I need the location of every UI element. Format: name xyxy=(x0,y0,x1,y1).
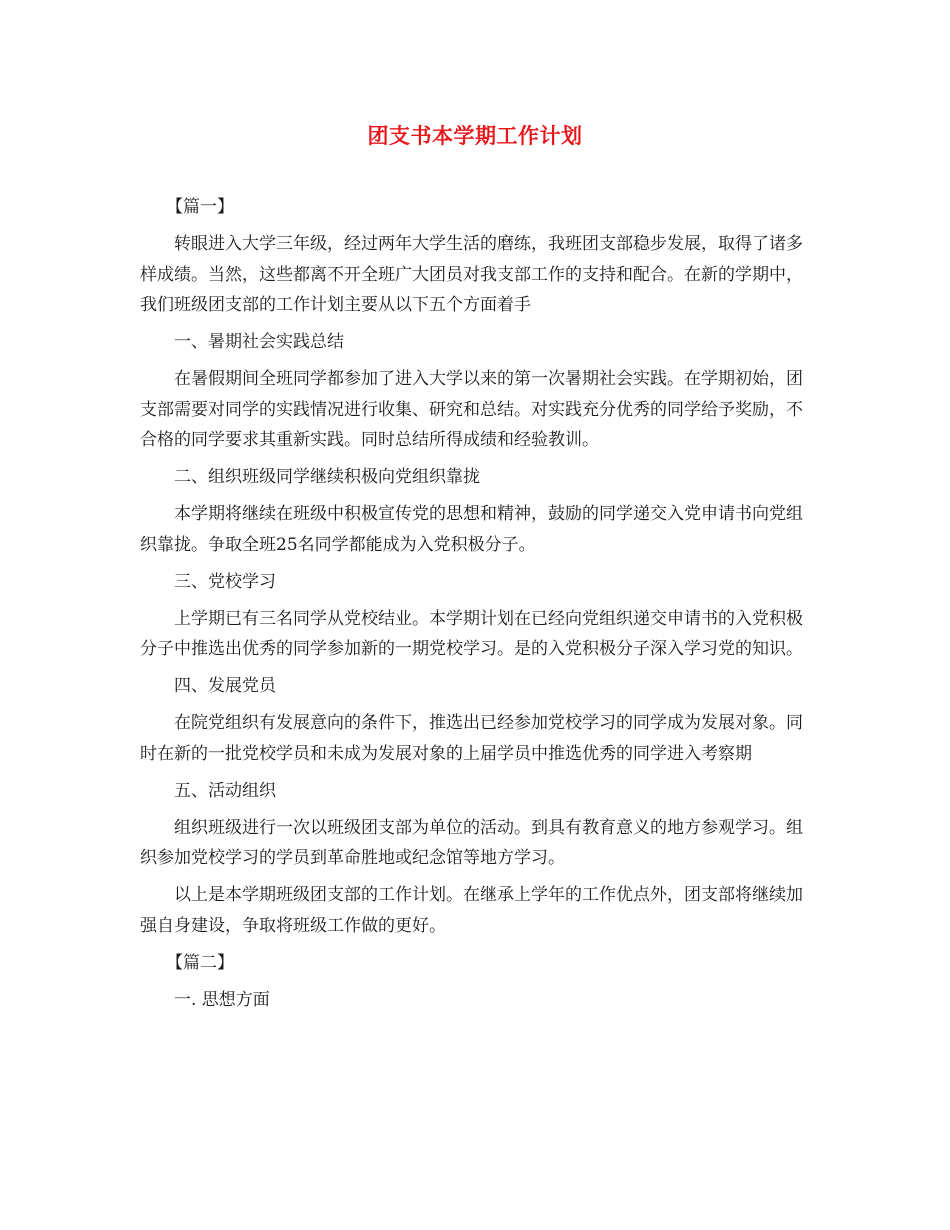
paragraph: 转眼进入大学三年级，经过两年大学生活的磨练，我班团支部稳步发展，取得了诸多样成绩。当然，这些都离不开全班广大团员对我支部工作的支持和配合。在新的学期中，我们班级团支部的工作计划主要从以下五个方面着手 xyxy=(140,234,803,315)
paragraph: 以上是本学期班级团支部的工作计划。在继承上学年的工作优点外，团支部将继续加强自身建设，争取将班级工作做的更好。 xyxy=(140,885,803,936)
section-heading: 五、活动组织 xyxy=(174,780,276,801)
paragraph: 在院党组织有发展意向的条件下，推选出已经参加党校学习的同学成为发展对象。同时在新的一批党校学员和未成为发展对象的上届学员中推选优秀的同学进入考察期 xyxy=(140,713,803,764)
section-heading: 三、党校学习 xyxy=(174,571,276,592)
document-title: 团支书本学期工作计划 xyxy=(367,123,583,148)
document-body xyxy=(140,192,812,1022)
paragraph: 上学期已有三名同学从党校结业。本学期计划在已经向党组织递交申请书的入党积极分子中推选出优秀的同学参加新的一期党校学习。是的入党积极分子深入学习党的知识。 xyxy=(140,608,803,659)
paragraph: 在暑假期间全班同学都参加了进入大学以来的第一次暑期社会实践。在学期初始，团支部需要对同学的实践情况进行收集、研究和总结。对实践充分优秀的同学给予奖励，不合格的同学要求其重新实践。同时总结所得成绩和经验教训。 xyxy=(140,369,803,450)
section-heading: 一、暑期社会实践总结 xyxy=(174,332,344,352)
section-marker-2: 【篇二】 xyxy=(166,952,234,973)
paragraph: 本学期将继续在班级中积极宣传党的思想和精神，鼓励的同学递交入党申请书向党组织靠拢。争取全班25名同学都能成为入党积极分子。 xyxy=(140,504,803,555)
section-heading: 一. 思想方面 xyxy=(174,989,270,1010)
section-heading: 四、发展党员 xyxy=(174,676,276,696)
paragraph: 组织班级进行一次以班级团支部为单位的活动。到具有教育意义的地方参观学习。组织参加党校学习的学员到革命胜地或纪念馆等地方学习。 xyxy=(140,817,803,868)
section-heading: 二、组织班级同学继续积极向党组织靠拢 xyxy=(174,467,480,487)
section-marker-1: 【篇一】 xyxy=(166,197,234,217)
